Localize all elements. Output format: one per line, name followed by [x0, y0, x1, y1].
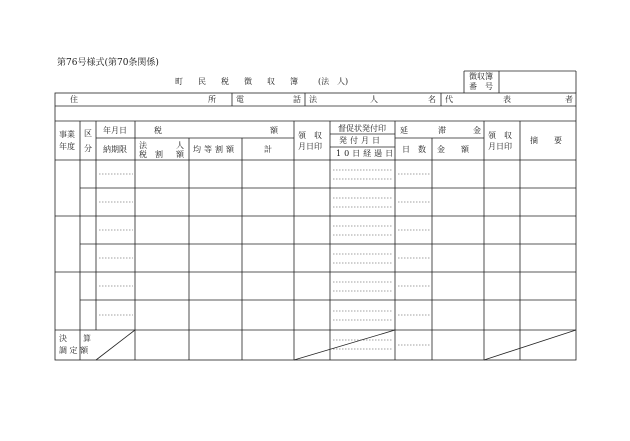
receipt-header-2: 月日印	[298, 142, 322, 151]
amount-header: 金 額	[437, 145, 469, 154]
corp-name-2: 人	[370, 95, 378, 104]
phone-label-left: 電	[236, 95, 244, 104]
per-capita-header-2: 人	[176, 141, 184, 150]
form-title: 第76号様式(第70条関係)	[57, 58, 159, 68]
due-date-header: 納期限	[103, 145, 127, 154]
tax-header-right: 額	[270, 126, 278, 135]
corp-name-1: 法	[309, 95, 317, 104]
division-header-1: 区	[84, 129, 92, 138]
receipt-header-1: 領 収	[298, 131, 322, 140]
per-capita-header-4: 額	[176, 150, 184, 159]
title-char-2: 民	[198, 77, 206, 86]
division-header-2: 分	[84, 144, 92, 153]
tax-header-left: 税	[154, 126, 162, 135]
delinquency-header-right: 金	[473, 126, 481, 135]
ten-days-header: 10日経過日	[336, 149, 397, 158]
title-char-3: 税	[221, 77, 229, 86]
total-header: 計	[264, 145, 272, 154]
delinquency-header-left: 延	[400, 126, 408, 135]
delinquency-header-mid: 滞	[438, 126, 446, 135]
settlement-label-2: 調 定 額	[59, 346, 89, 355]
fiscal-year-header-1: 事業	[59, 130, 75, 139]
fiscal-year-header-2: 年度	[59, 142, 75, 151]
serial-label-1: 徴収簿	[469, 72, 493, 81]
representative-left: 代	[445, 95, 453, 104]
address-label-left: 住	[70, 95, 78, 104]
demand-notice-header: 督促状発付印	[338, 124, 386, 133]
title-char-7: (法	[318, 77, 330, 86]
days-header: 日 数	[402, 145, 426, 154]
equal-levy-header: 均等割額	[193, 145, 237, 154]
representative-right: 者	[565, 95, 573, 104]
title-char-8: 人)	[337, 77, 349, 86]
remarks-header: 摘 要	[530, 136, 562, 145]
representative-mid: 表	[503, 95, 511, 104]
title-char-6: 簿	[290, 77, 298, 86]
date-header: 年月日	[103, 126, 127, 135]
title-char-4: 徴	[244, 77, 252, 86]
per-capita-header-1: 法	[139, 141, 147, 150]
receipt2-header-1: 領 収	[488, 131, 512, 140]
address-label-right: 所	[208, 95, 216, 104]
title-char-1: 町	[175, 77, 183, 86]
receipt2-header-2: 月日印	[488, 142, 512, 151]
per-capita-header-3: 税 割	[139, 150, 163, 159]
phone-label-right: 話	[293, 95, 301, 104]
settlement-label-1: 決 算	[59, 334, 91, 343]
corp-name-3: 名	[428, 95, 436, 104]
serial-label-2: 番 号	[469, 82, 493, 91]
demand-issue-date-header: 発付月日	[339, 136, 383, 145]
title-char-5: 収	[267, 77, 275, 86]
